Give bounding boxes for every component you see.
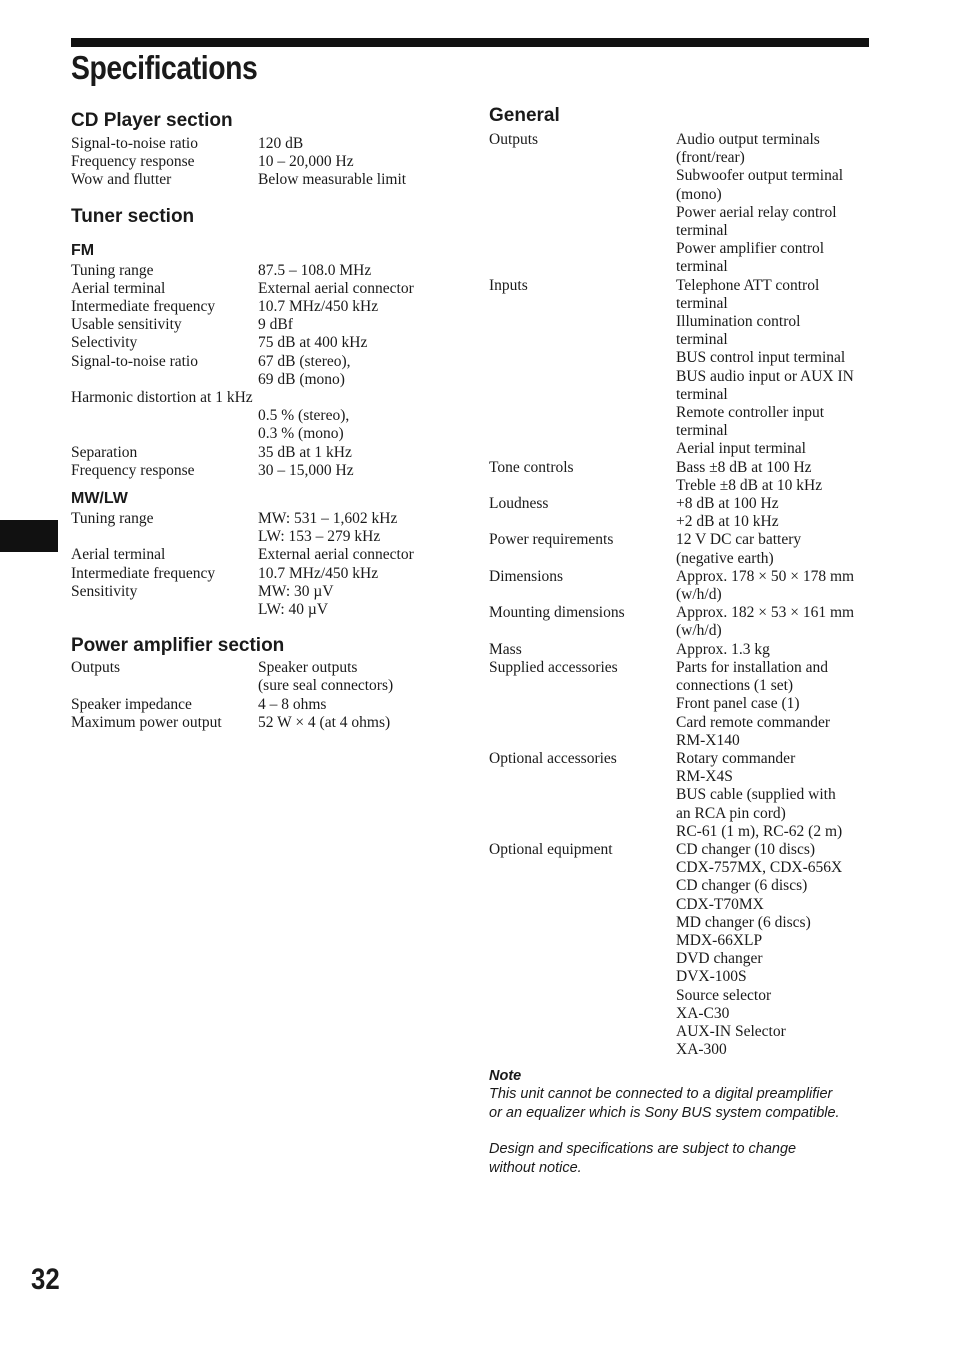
spec-value-line: BUS control input terminal bbox=[676, 349, 846, 367]
spec-label: Aerial terminal bbox=[71, 546, 166, 564]
spec-value-line: (sure seal connectors) bbox=[258, 677, 394, 695]
spec-row bbox=[71, 546, 451, 564]
spec-value: 10.7 MHz/450 kHz bbox=[258, 564, 379, 582]
spec-value-line: Approx. 182 × 53 × 161 mm bbox=[676, 604, 855, 622]
spec-value: External aerial connector bbox=[258, 546, 414, 564]
spec-label: Optional accessories bbox=[489, 749, 617, 767]
spec-value bbox=[258, 659, 451, 695]
spec-value-line: Treble ±8 dB at 10 kHz bbox=[676, 476, 823, 494]
spec-value-line: Approx. 1.3 kg bbox=[676, 640, 770, 658]
right-column bbox=[489, 103, 879, 1177]
spec-value-line: Source selector bbox=[676, 986, 772, 1004]
spec-row bbox=[71, 510, 451, 546]
spec-value-line: terminal bbox=[676, 258, 728, 276]
spec-value: 52 W × 4 (at 4 ohms) bbox=[258, 713, 391, 731]
spec-row bbox=[489, 277, 879, 459]
header-rule bbox=[71, 38, 869, 47]
spec-row bbox=[71, 659, 451, 695]
general-spec-list bbox=[489, 131, 879, 1059]
spec-value: 9 dBf bbox=[258, 316, 293, 334]
spec-value-line: Illumination control bbox=[676, 313, 801, 331]
left-column bbox=[71, 108, 451, 732]
spec-row bbox=[71, 280, 451, 298]
spec-value bbox=[676, 659, 879, 750]
spec-label: Aerial terminal bbox=[71, 279, 166, 297]
spec-value-line: LW: 153 – 279 kHz bbox=[258, 528, 381, 546]
note-text: or an equalizer which is Sony BUS system compatible. bbox=[489, 1104, 840, 1121]
spec-value: 75 dB at 400 kHz bbox=[258, 334, 368, 352]
spec-value bbox=[676, 459, 879, 495]
spec-row bbox=[71, 262, 451, 280]
spec-value-line: Rotary commander bbox=[676, 749, 796, 767]
spec-row bbox=[71, 353, 451, 389]
spec-row bbox=[71, 171, 451, 189]
spec-label: Signal-to-noise ratio bbox=[71, 135, 198, 152]
spec-value-line: MW: 30 µV bbox=[258, 582, 334, 600]
fm-spec-list bbox=[71, 262, 451, 480]
spec-label: Outputs bbox=[71, 659, 121, 677]
spec-label: Optional equipment bbox=[489, 840, 613, 858]
spec-label: Intermediate frequency bbox=[71, 564, 216, 582]
spec-label: Supplied accessories bbox=[489, 658, 618, 676]
spec-value bbox=[71, 407, 451, 443]
spec-value-line: CD changer (10 discs) bbox=[676, 840, 816, 858]
spec-value: 30 – 15,000 Hz bbox=[258, 461, 354, 479]
spec-label: Signal-to-noise ratio bbox=[71, 352, 198, 370]
spec-value-line: Bass ±8 dB at 100 Hz bbox=[676, 458, 812, 476]
spec-value-line: (w/h/d) bbox=[676, 622, 722, 640]
spec-row bbox=[489, 531, 879, 567]
spec-value-line: AUX-IN Selector bbox=[676, 1022, 786, 1040]
page-number: 32 bbox=[31, 1263, 60, 1296]
spec-label: Intermediate frequency bbox=[71, 298, 216, 316]
section-heading-general: General bbox=[489, 105, 560, 126]
spec-row bbox=[71, 153, 451, 171]
spec-value-line: (mono) bbox=[676, 185, 722, 203]
spec-row bbox=[489, 659, 879, 750]
spec-label: Selectivity bbox=[71, 334, 138, 352]
section-heading-cd: CD Player section bbox=[71, 110, 233, 131]
cd-spec-list bbox=[71, 135, 451, 190]
spec-value-line: 12 V DC car battery bbox=[676, 531, 802, 549]
spec-value-line: LW: 40 µV bbox=[258, 601, 329, 619]
spec-value: 120 dB bbox=[258, 135, 304, 152]
spec-value-line: connections (1 set) bbox=[676, 677, 794, 695]
spec-value-line: DVX-100S bbox=[676, 968, 747, 986]
spec-value-line: terminal bbox=[676, 331, 728, 349]
spec-value: 10 – 20,000 Hz bbox=[258, 153, 354, 171]
spec-row bbox=[489, 568, 879, 604]
spec-value: 87.5 – 108.0 MHz bbox=[258, 261, 372, 279]
spec-row bbox=[489, 750, 879, 841]
spec-value-line: Front panel case (1) bbox=[676, 695, 800, 713]
spec-row bbox=[71, 444, 451, 462]
spec-value-line: XA-300 bbox=[676, 1041, 727, 1059]
spec-value-line: Audio output terminals bbox=[676, 131, 820, 148]
spec-value bbox=[676, 131, 879, 277]
spec-value-line: Remote controller input bbox=[676, 404, 825, 422]
spec-value-line: RM-X140 bbox=[676, 731, 740, 749]
spec-row bbox=[489, 641, 879, 659]
spec-row bbox=[489, 495, 879, 531]
spec-value-line: Power aerial relay control bbox=[676, 203, 837, 221]
spec-value bbox=[258, 353, 451, 389]
spec-row bbox=[71, 714, 451, 732]
spec-value-line: Card remote commander bbox=[676, 713, 831, 731]
spec-value-line: CDX-757MX, CDX-656X bbox=[676, 859, 843, 877]
spec-value-line: Telephone ATT control bbox=[676, 276, 820, 294]
spec-row bbox=[71, 298, 451, 316]
spec-label: Tuning range bbox=[71, 510, 154, 528]
spec-label: Maximum power output bbox=[71, 713, 222, 731]
spec-value-line: 67 dB (stereo), bbox=[258, 352, 351, 370]
spec-row bbox=[71, 135, 451, 153]
spec-row bbox=[489, 841, 879, 1059]
spec-value-line: BUS cable (supplied with bbox=[676, 786, 836, 804]
disclaimer-text: Design and specifications are subject to change bbox=[489, 1141, 797, 1158]
amp-spec-list bbox=[71, 659, 451, 732]
spec-value-line: +8 dB at 100 Hz bbox=[676, 495, 779, 513]
spec-value-line: 0.5 % (stereo), bbox=[258, 407, 350, 425]
spec-value-line: terminal bbox=[676, 294, 728, 312]
spec-value-line: MDX-66XLP bbox=[676, 931, 763, 949]
spec-value bbox=[676, 604, 879, 640]
spec-value-line: +2 dB at 10 kHz bbox=[676, 513, 779, 531]
spec-label: Frequency response bbox=[71, 461, 195, 479]
spec-row bbox=[489, 131, 879, 277]
section-heading-tuner: Tuner section bbox=[71, 205, 195, 227]
spec-label: Mounting dimensions bbox=[489, 604, 625, 622]
spec-value bbox=[676, 641, 879, 659]
spec-value-line: RM-X4S bbox=[676, 768, 733, 786]
spec-value: 10.7 MHz/450 kHz bbox=[258, 298, 379, 316]
spec-label: Tuning range bbox=[71, 261, 154, 279]
spec-value-line: Parts for installation and bbox=[676, 658, 828, 676]
spec-value-line: an RCA pin cord) bbox=[676, 804, 786, 822]
spec-value-line: RC-61 (1 m), RC-62 (2 m) bbox=[676, 822, 843, 840]
spec-value-line: Subwoofer output terminal bbox=[676, 167, 844, 185]
spec-value-line: 0.3 % (mono) bbox=[258, 425, 344, 443]
subheading-fm: FM bbox=[71, 241, 95, 259]
spec-value-line: Approx. 178 × 50 × 178 mm bbox=[676, 567, 855, 585]
spec-value: 4 – 8 ohms bbox=[258, 695, 327, 713]
spec-label: Sensitivity bbox=[71, 582, 138, 600]
spec-value: 35 dB at 1 kHz bbox=[258, 443, 352, 461]
spec-row bbox=[489, 459, 879, 495]
spec-label: Inputs bbox=[489, 276, 528, 294]
mwlw-spec-list bbox=[71, 510, 451, 619]
spec-value-line: BUS audio input or AUX IN bbox=[676, 367, 854, 385]
spec-label: Harmonic distortion at 1 kHz bbox=[71, 389, 253, 407]
spec-row bbox=[489, 604, 879, 640]
spec-value-line: Speaker outputs bbox=[258, 659, 358, 677]
spec-value-line: 69 dB (mono) bbox=[258, 370, 345, 388]
spec-value-line: terminal bbox=[676, 422, 728, 440]
spec-value-line: Aerial input terminal bbox=[676, 440, 806, 458]
spec-label: Tone controls bbox=[489, 458, 574, 476]
spec-row bbox=[71, 462, 451, 480]
spec-value-line: XA-C30 bbox=[676, 1004, 730, 1022]
note-text: This unit cannot be connected to a digital preamplifier bbox=[489, 1086, 833, 1103]
spec-row bbox=[71, 565, 451, 583]
section-heading-amp: Power amplifier section bbox=[71, 635, 285, 657]
page-title: Specifications bbox=[71, 49, 258, 86]
subheading-mwlw: MW/LW bbox=[71, 490, 128, 508]
spec-value bbox=[258, 510, 451, 546]
spec-label: Power requirements bbox=[489, 531, 614, 549]
note-heading: Note bbox=[489, 1068, 522, 1085]
spec-value-line: (front/rear) bbox=[676, 149, 745, 167]
spec-value-line: CDX-T70MX bbox=[676, 895, 764, 913]
spec-value: External aerial connector bbox=[258, 279, 414, 297]
spec-value-line: MW: 531 – 1,602 kHz bbox=[258, 510, 398, 528]
spec-label: Usable sensitivity bbox=[71, 316, 182, 334]
spec-label: Separation bbox=[71, 443, 138, 461]
spec-value bbox=[676, 531, 879, 567]
side-tab-marker bbox=[0, 520, 58, 552]
spec-value: Below measurable limit bbox=[258, 171, 407, 189]
spec-label: Wow and flutter bbox=[71, 171, 172, 189]
spec-value-line: CD changer (6 discs) bbox=[676, 877, 808, 895]
spec-value-line: (w/h/d) bbox=[676, 586, 722, 604]
spec-label: Frequency response bbox=[71, 153, 195, 171]
spec-label: Dimensions bbox=[489, 567, 564, 585]
spec-row bbox=[71, 334, 451, 352]
disclaimer-text: without notice. bbox=[489, 1159, 582, 1176]
spec-value bbox=[258, 583, 451, 619]
spec-value bbox=[676, 568, 879, 604]
spec-value bbox=[676, 277, 879, 459]
spec-value-line: (negative earth) bbox=[676, 549, 774, 567]
spec-value-line: terminal bbox=[676, 385, 728, 403]
spec-value bbox=[676, 750, 879, 841]
spec-value-line: DVD changer bbox=[676, 950, 763, 968]
spec-value-line: terminal bbox=[676, 222, 728, 240]
spec-label: Mass bbox=[489, 640, 522, 658]
spec-row bbox=[71, 583, 451, 619]
spec-value bbox=[676, 495, 879, 531]
spec-row bbox=[71, 696, 451, 714]
spec-label: Speaker impedance bbox=[71, 695, 192, 713]
spec-value-line: Power amplifier control bbox=[676, 240, 825, 258]
spec-label: Loudness bbox=[489, 495, 549, 513]
spec-row bbox=[71, 316, 451, 334]
spec-label: Outputs bbox=[489, 131, 539, 148]
spec-value-line: MD changer (6 discs) bbox=[676, 913, 811, 931]
spec-value bbox=[676, 841, 879, 1059]
